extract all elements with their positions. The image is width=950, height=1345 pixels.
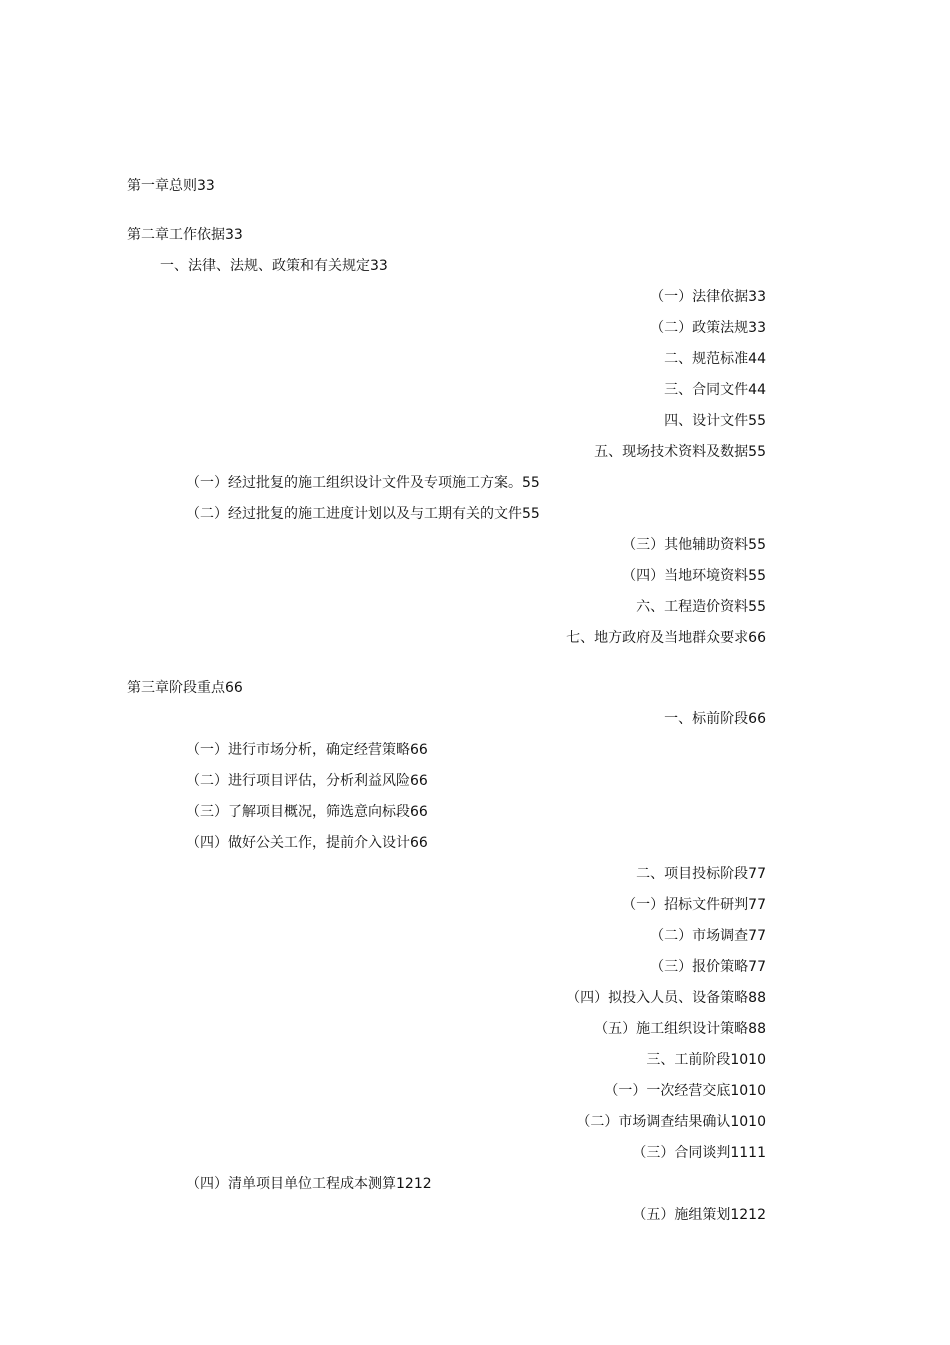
toc-entry[interactable]: （二）市场调查结果确认1010 (576, 1114, 766, 1130)
toc-entry[interactable]: （五）施工组织设计策略88 (594, 1021, 766, 1037)
toc-entry[interactable]: 五、现场技术资料及数据55 (594, 444, 766, 460)
toc-entry[interactable]: 二、规范标准44 (664, 351, 766, 367)
toc-entry[interactable]: （四）清单项目单位工程成本测算1212 (186, 1176, 432, 1192)
toc-entry[interactable]: （三）合同谈判1111 (632, 1145, 766, 1161)
toc-entry[interactable]: （三）其他辅助资料55 (622, 537, 766, 553)
toc-entry[interactable]: 一、标前阶段66 (664, 711, 766, 727)
toc-entry[interactable]: 四、设计文件55 (664, 413, 766, 429)
toc-entry[interactable]: （二）政策法规33 (650, 320, 766, 336)
toc-entry[interactable]: （三）报价策略77 (650, 959, 766, 975)
toc-entry[interactable]: （一）法律依据33 (650, 289, 766, 305)
toc-entry[interactable]: （一）一次经营交底1010 (604, 1083, 766, 1099)
toc-chapter-3[interactable]: 第三章阶段重点66 (127, 680, 243, 696)
toc-entry[interactable]: 七、地方政府及当地群众要求66 (566, 630, 766, 646)
toc-entry[interactable]: （四）做好公关工作，提前介入设计66 (186, 835, 428, 851)
toc-chapter-2[interactable]: 第二章工作依据33 (127, 227, 243, 243)
toc-entry[interactable]: 一、法律、法规、政策和有关规定33 (160, 258, 388, 274)
toc-entry[interactable]: （一）招标文件研判77 (622, 897, 766, 913)
toc-entry[interactable]: （四）当地环境资料55 (622, 568, 766, 584)
toc-entry[interactable]: 六、工程造价资料55 (636, 599, 766, 615)
toc-entry[interactable]: （二）经过批复的施工进度计划以及与工期有关的文件55 (186, 506, 540, 522)
toc-entry[interactable]: （五）施组策划1212 (632, 1207, 766, 1223)
toc-entry[interactable]: 二、项目投标阶段77 (636, 866, 766, 882)
toc-entry[interactable]: （一）经过批复的施工组织设计文件及专项施工方案。55 (186, 475, 540, 491)
toc-entry[interactable]: （一）进行市场分析，确定经营策略66 (186, 742, 428, 758)
toc-entry[interactable]: 三、合同文件44 (664, 382, 766, 398)
toc-entry[interactable]: （四）拟投入人员、设备策略88 (566, 990, 766, 1006)
toc-entry[interactable]: （二）市场调查77 (650, 928, 766, 944)
toc-entry[interactable]: （二）进行项目评估，分析利益风险66 (186, 773, 428, 789)
toc-chapter-1[interactable]: 第一章总则33 (127, 178, 215, 194)
toc-entry[interactable]: 三、工前阶段1010 (646, 1052, 766, 1068)
toc-entry[interactable]: （三）了解项目概况，筛选意向标段66 (186, 804, 428, 820)
